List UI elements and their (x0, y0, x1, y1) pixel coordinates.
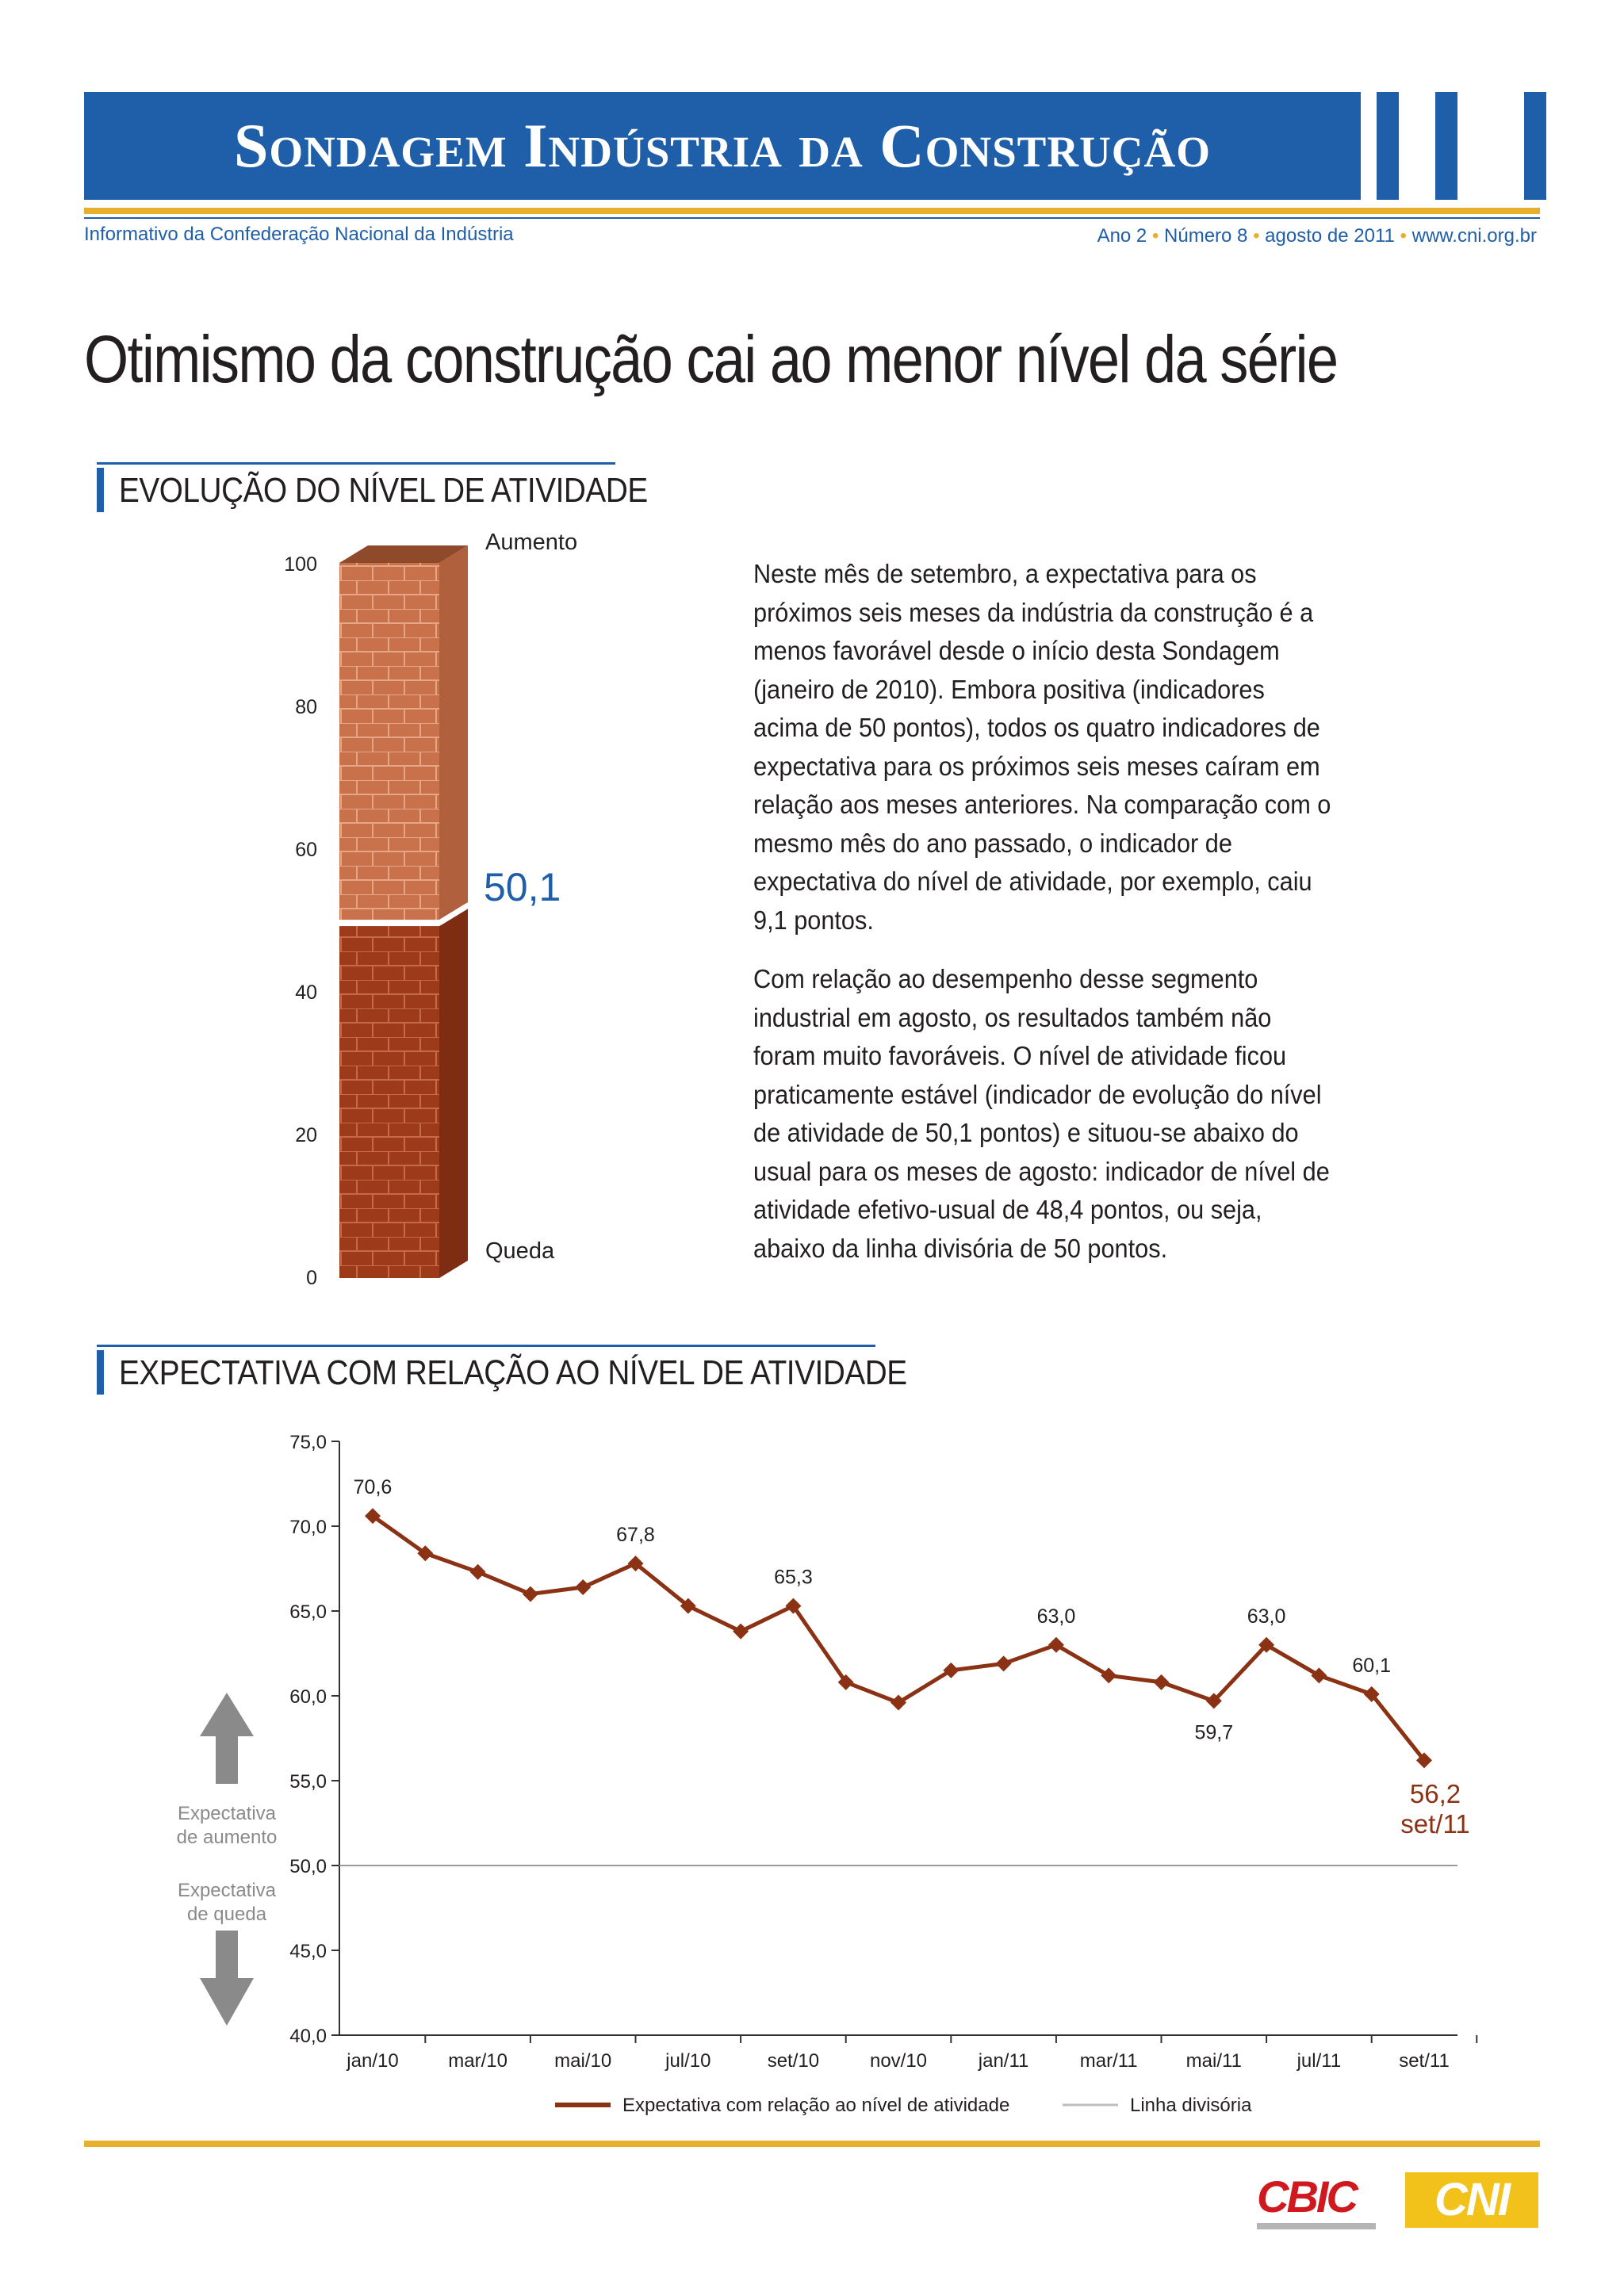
header-gold-rule (84, 208, 1540, 214)
article-paragraph-2: Com relação ao desempenho desse segmento industrial em agosto, os resultados também não foram muito favoráveis. O nível de atividade ficou praticamente estável (indicador de evolução do nível de atividade de 50,1 pontos) e situou-se abaixo do usual para os meses de agosto: indicador de nível de atividade efetivo-usual de 48,4 pontos, ou seja, abaixo da linha divisória de 50 pontos. (753, 964, 1330, 1263)
section1-rule (97, 462, 615, 465)
x-tick-label: jul/10 (665, 2050, 711, 2072)
x-tick-label: jan/10 (347, 2050, 399, 2072)
issue-number: Número 8 (1164, 225, 1248, 247)
side-label-down: Expectativa de queda (177, 1880, 277, 1925)
publication-title: Sondagem Indústria da Construção (233, 111, 1212, 180)
series-point (1311, 1667, 1327, 1683)
x-tick-label: jul/11 (1297, 2050, 1342, 2072)
label-aumento: Aumento (485, 530, 578, 555)
section2-title: EXPECTATIVA COM RELAÇÃO AO NÍVEL DE ATIVIDADE (119, 1353, 907, 1392)
x-tick-label: set/10 (767, 2050, 820, 2072)
data-label: 63,0 (1036, 1605, 1076, 1628)
ytick-60: 60 (295, 839, 317, 861)
y-tick-label: 40,0 (289, 2026, 327, 2047)
x-tick-label: mai/10 (554, 2050, 612, 2072)
issue-date: agosto de 2011 (1265, 225, 1395, 247)
bullet-icon: • (1400, 225, 1407, 247)
footer-gold-rule (84, 2141, 1540, 2147)
page-headline: Otimismo da construção cai ao menor nível da série (84, 322, 1338, 396)
side-label-up: Expectativa de aumento (176, 1803, 278, 1848)
brick-upper-side (439, 545, 468, 920)
section2-marker (97, 1350, 104, 1395)
cbic-logo: CBIC (1257, 2172, 1356, 2221)
data-label: 63,0 (1247, 1605, 1286, 1628)
series-point (1048, 1637, 1064, 1653)
x-tick-label: mar/11 (1079, 2050, 1138, 2072)
y-tick-label: 75,0 (289, 1432, 327, 1453)
y-tick-label: 70,0 (289, 1517, 327, 1538)
data-label: 60,1 (1352, 1654, 1392, 1677)
activity-value-label: 50,1 (484, 865, 561, 909)
issue-year: Ano 2 (1097, 225, 1147, 247)
data-label: 67,8 (616, 1524, 655, 1547)
bullet-icon: • (1253, 225, 1260, 247)
header-bar-1 (1377, 92, 1399, 200)
x-tick-label: mar/10 (448, 2050, 508, 2072)
legend-label-series: Expectativa com relação ao nível de atividade (622, 2095, 1010, 2116)
bullet-icon: • (1151, 225, 1159, 247)
article-paragraph-1: Neste mês de setembro, a expectativa para os próximos seis meses da indústria da construção é a menos favorável desde o início desta Sondagem (janeiro de 2010). Embora positiva (indicadores acima de 50 pontos), todos os quatro indicadores de expectativa para os próximos seis meses caíram em relação aos meses anteriores. Na comparação com o mesmo mês do ano passado, o indicador de expectativa do nível de atividade, por exemplo, caiu 9,1 pontos. (753, 559, 1331, 935)
brick-column (336, 545, 468, 1278)
y-tick-label: 50,0 (289, 1856, 327, 1877)
header-bar-2 (1435, 92, 1457, 200)
brick-lower-side (439, 909, 468, 1278)
brick-lower-face (339, 926, 439, 1278)
brick-upper-face (339, 563, 439, 920)
last-month-label: set/11 (1400, 1809, 1470, 1839)
ytick-80: 80 (295, 696, 317, 718)
header-subtitle: Informativo da Confederação Nacional da Indústria (84, 224, 514, 245)
line-chart-svg (159, 1419, 1491, 2133)
y-tick-label: 65,0 (289, 1601, 327, 1623)
series-point (996, 1655, 1012, 1671)
header-blue-rule (84, 217, 1540, 219)
section1-marker (97, 468, 104, 512)
series-point (1154, 1674, 1170, 1690)
section1-title: EVOLUÇÃO DO NÍVEL DE ATIVIDADE (119, 471, 648, 510)
up-arrow-icon (200, 1693, 254, 1784)
data-label: 70,6 (353, 1476, 393, 1499)
article-body (753, 555, 1336, 1288)
legend-label-divider: Linha divisória (1130, 2095, 1252, 2116)
y-tick-label: 60,0 (289, 1686, 327, 1708)
last-value-label: 56,2 (1409, 1779, 1461, 1808)
y-tick-label: 45,0 (289, 1941, 327, 1962)
x-tick-label: mai/11 (1185, 2050, 1242, 2072)
data-label: 59,7 (1194, 1721, 1234, 1744)
x-tick-label: set/11 (1399, 2050, 1450, 2072)
cbic-logo-underline (1257, 2223, 1376, 2229)
website-link[interactable]: www.cni.org.br (1411, 225, 1537, 247)
header-bar-3 (1524, 92, 1546, 200)
ytick-100: 100 (284, 553, 317, 576)
issue-info (1097, 225, 1537, 247)
ytick-0: 0 (306, 1267, 317, 1289)
series-point (523, 1586, 538, 1602)
x-tick-label: jan/11 (978, 2050, 1029, 2072)
series-point (733, 1624, 749, 1640)
y-tick-label: 55,0 (289, 1771, 327, 1793)
label-queda: Queda (485, 1238, 555, 1264)
section2-rule (97, 1345, 875, 1347)
series-point (1101, 1667, 1116, 1683)
cni-logo: CNI (1434, 2174, 1509, 2225)
line-chart (159, 1419, 1491, 2133)
down-arrow-icon (200, 1931, 254, 2026)
series-point (575, 1579, 591, 1595)
x-tick-label: nov/10 (869, 2050, 928, 2072)
chart-legend (555, 2095, 1252, 2116)
ytick-40: 40 (295, 982, 317, 1004)
series-point (470, 1564, 486, 1580)
ytick-20: 20 (295, 1124, 317, 1146)
data-label: 65,3 (774, 1566, 813, 1589)
